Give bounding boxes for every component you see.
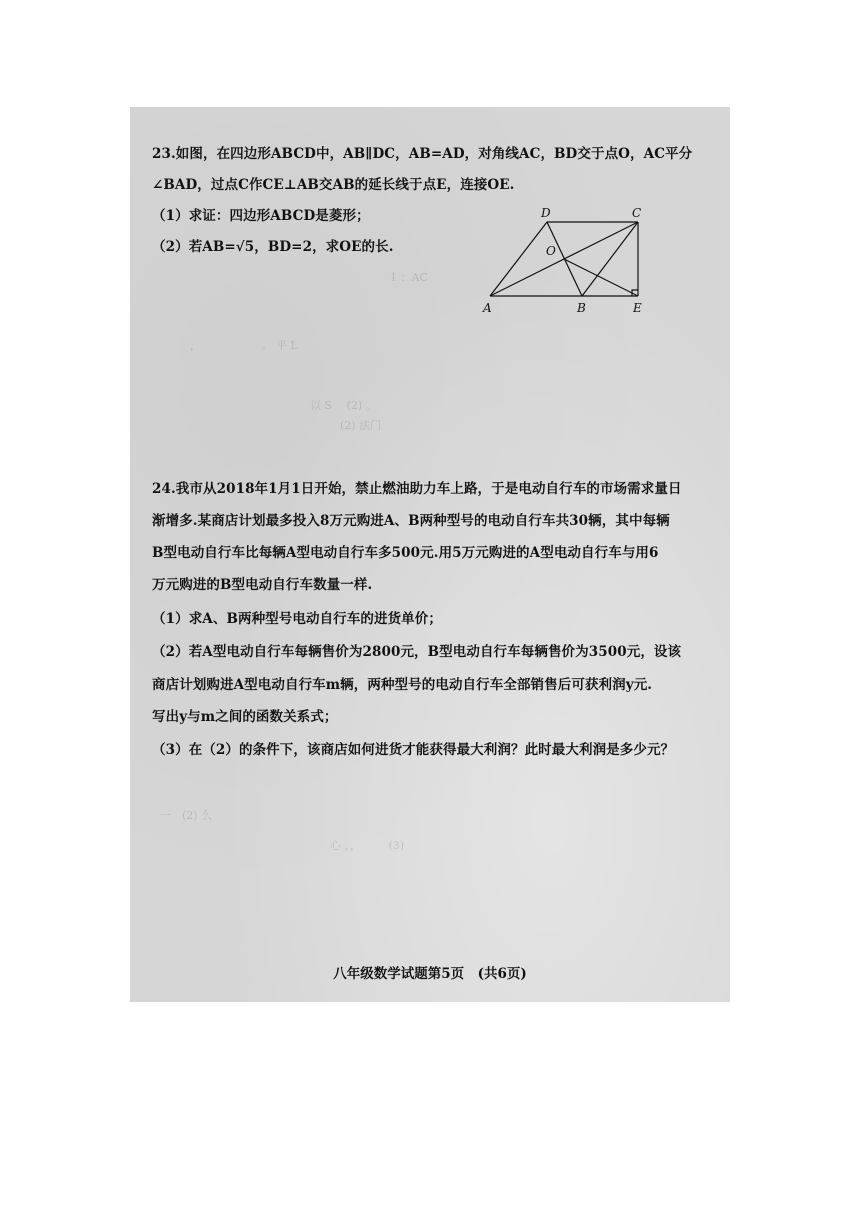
label-C: C [632, 206, 642, 220]
q23-line-1: 23.如图，在四边形ABCD中，AB∥DC，AB=AD，对角线AC，BD交于点O，AC平分 [152, 146, 693, 162]
label-B: B [577, 301, 586, 315]
segment-CB [582, 222, 638, 296]
q24-line-4: 万元购进的B型电动自行车数量一样. [152, 577, 373, 593]
q23-part-2: （2）若AB=√5，BD=2，求OE的长. [152, 239, 394, 255]
q24-part-1: （1）求A、B两种型号电动自行车的进货单价； [152, 611, 442, 627]
label-O: O [546, 244, 556, 258]
q24-part-2-line-3: 写出y与m之间的函数关系式； [152, 709, 338, 725]
label-D: D [541, 206, 551, 220]
q24-line-1: 24.我市从2018年1月1日开始，禁止燃油助力车上路，于是电动自行车的市场需求量日 [152, 481, 682, 497]
segment-OE [564, 259, 638, 296]
q23-part-1: （1）求证：四边形ABCD是菱形； [152, 208, 370, 224]
rhombus-diagram [475, 202, 655, 322]
page-footer: 八年级数学试题第5页 (共6页) [333, 966, 527, 982]
q24-part-3: （3）在（2）的条件下，该商店如何进货才能获得最大利润？此时最大利润是多少元？ [152, 742, 675, 758]
q24-line-2: 渐增多.某商店计划最多投入8万元购进A、B两种型号的电动自行车共30辆，其中每辆 [152, 513, 670, 529]
q24-line-3: B型电动自行车比每辆A型电动自行车多500元.用5万元购进的A型电动自行车与用6 [152, 545, 659, 561]
q23-line-2: ∠BAD，过点C作CE⊥AB交AB的延长线于点E，连接OE. [152, 177, 515, 193]
label-A: A [483, 301, 492, 315]
q24-part-2-line-2: 商店计划购进A型电动自行车m辆，两种型号的电动自行车全部销售后可获利润y元. [152, 677, 653, 693]
q24-part-2-line-1: （2）若A型电动自行车每辆售价为2800元，B型电动自行车每辆售价为3500元，设该 [152, 644, 682, 660]
segment-AD [490, 222, 547, 296]
scanned-exam-page: 23.如图，在四边形ABCD中，AB∥DC，AB=AD，对角线AC，BD交于点O，AC平分 ∠BAD，过点C作CE⊥AB交AB的延长线于点E，连接OE. （1）求证：四边形ABCD是菱形； （2）若AB=√5，BD=2，求OE的长. D C O A B E 1 ：AC ， 。 平 L 以 S (2) 。 (2) 法门 24.我市从2018年1月1日开始，禁止燃油助力车上路，于是电动自行车的市场需求量日 渐增多.某商店计划最多投入8万元购进A、B两种型号的电动自行车共30辆，其中每辆 B型电动自行车比每辆A型电动自行车多500元.用5万元购进的A型电动自行车与用6 万元购进的B型电动自行车数量一样. （1）求A、B两种型号电动自行车的进货单价； （2）若A型电动自行车每辆售价为2800元，B型电动自行车每辆售价为3500元，设该 商店计划购进A型电动自行车m辆，两种型号的电动自行车全部销售后可获利润y元. 写出y与m之间的函数关系式； （3）在（2）的条件下，该商店如何进货才能获得最大利润？此时最大利润是多少元？ 一 (2) 么 心 ，， (3) 八年级数学试题第5页 (共6页) [130, 107, 730, 1002]
label-E: E [633, 301, 642, 315]
